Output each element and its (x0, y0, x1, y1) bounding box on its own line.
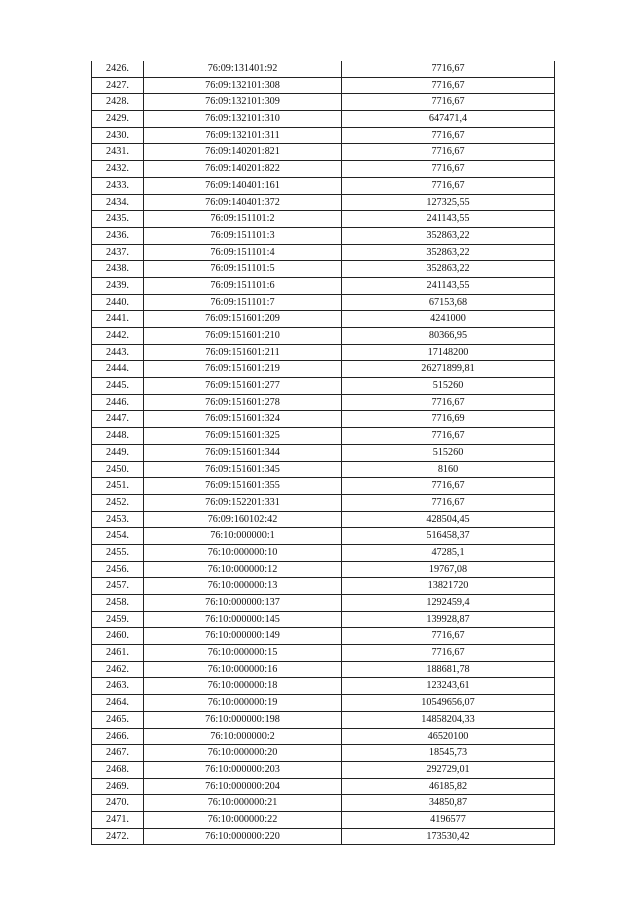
row-number-cell: 2443. (92, 344, 144, 361)
cadastral-number-cell: 76:09:151101:2 (144, 211, 342, 228)
row-number-cell: 2459. (92, 611, 144, 628)
cadastral-number-cell: 76:09:140201:821 (144, 144, 342, 161)
row-number-cell: 2440. (92, 294, 144, 311)
value-cell: 516458,37 (342, 528, 555, 545)
row-number-cell: 2450. (92, 461, 144, 478)
table-row (92, 795, 555, 812)
cadastral-number-cell: 76:09:151601:324 (144, 411, 342, 428)
row-number-cell: 2470. (92, 795, 144, 812)
value-cell: 292729,01 (342, 761, 555, 778)
cadastral-number-cell: 76:10:000000:204 (144, 778, 342, 795)
value-cell: 19767,08 (342, 561, 555, 578)
row-number-cell: 2435. (92, 211, 144, 228)
value-cell: 7716,67 (342, 77, 555, 94)
row-number-cell: 2426. (92, 61, 144, 77)
row-number-cell: 2455. (92, 544, 144, 561)
table-row (92, 544, 555, 561)
table-row (92, 628, 555, 645)
row-number-cell: 2442. (92, 328, 144, 345)
value-cell: 352863,22 (342, 261, 555, 278)
row-number-cell: 2469. (92, 778, 144, 795)
row-number-cell: 2452. (92, 494, 144, 511)
row-number-cell: 2457. (92, 578, 144, 595)
value-cell: 7716,67 (342, 144, 555, 161)
cadastral-number-cell: 76:09:132101:310 (144, 111, 342, 128)
value-cell: 7716,67 (342, 494, 555, 511)
value-cell: 46185,82 (342, 778, 555, 795)
value-cell: 7716,67 (342, 177, 555, 194)
cadastral-number-cell: 76:10:000000:22 (144, 811, 342, 828)
row-number-cell: 2468. (92, 761, 144, 778)
row-number-cell: 2451. (92, 478, 144, 495)
row-number-cell: 2463. (92, 678, 144, 695)
table-row (92, 494, 555, 511)
table-row (92, 645, 555, 662)
row-number-cell: 2438. (92, 261, 144, 278)
table-row (92, 161, 555, 178)
row-number-cell: 2436. (92, 227, 144, 244)
table-row (92, 695, 555, 712)
value-cell: 46520100 (342, 728, 555, 745)
row-number-cell: 2462. (92, 661, 144, 678)
row-number-cell: 2460. (92, 628, 144, 645)
cadastral-number-cell: 76:09:131401:92 (144, 61, 342, 77)
table-row (92, 661, 555, 678)
value-cell: 7716,67 (342, 428, 555, 445)
table-row (92, 478, 555, 495)
table-row (92, 244, 555, 261)
row-number-cell: 2465. (92, 711, 144, 728)
value-cell: 352863,22 (342, 227, 555, 244)
value-cell: 14858204,33 (342, 711, 555, 728)
registry-table-body (92, 61, 555, 845)
row-number-cell: 2446. (92, 394, 144, 411)
value-cell: 13821720 (342, 578, 555, 595)
cadastral-number-cell: 76:09:132101:311 (144, 127, 342, 144)
cadastral-number-cell: 76:10:000000:145 (144, 611, 342, 628)
value-cell: 67153,68 (342, 294, 555, 311)
row-number-cell: 2467. (92, 745, 144, 762)
cadastral-number-cell: 76:10:000000:19 (144, 695, 342, 712)
cadastral-number-cell: 76:09:151601:344 (144, 444, 342, 461)
row-number-cell: 2441. (92, 311, 144, 328)
value-cell: 47285,1 (342, 544, 555, 561)
table-row (92, 378, 555, 395)
value-cell: 1292459,4 (342, 595, 555, 612)
cadastral-number-cell: 76:10:000000:18 (144, 678, 342, 695)
row-number-cell: 2429. (92, 111, 144, 128)
cadastral-number-cell: 76:09:152201:331 (144, 494, 342, 511)
table-row (92, 411, 555, 428)
row-number-cell: 2437. (92, 244, 144, 261)
value-cell: 4196577 (342, 811, 555, 828)
cadastral-number-cell: 76:10:000000:203 (144, 761, 342, 778)
value-cell: 17148200 (342, 344, 555, 361)
value-cell: 7716,67 (342, 645, 555, 662)
cadastral-number-cell: 76:09:151101:5 (144, 261, 342, 278)
cadastral-number-cell: 76:09:151601:345 (144, 461, 342, 478)
row-number-cell: 2449. (92, 444, 144, 461)
row-number-cell: 2472. (92, 828, 144, 845)
value-cell: 7716,67 (342, 478, 555, 495)
registry-table (91, 61, 555, 845)
table-row (92, 294, 555, 311)
table-row (92, 711, 555, 728)
value-cell: 34850,87 (342, 795, 555, 812)
table-row (92, 778, 555, 795)
table-row (92, 211, 555, 228)
cadastral-number-cell: 76:10:000000:137 (144, 595, 342, 612)
table-row (92, 595, 555, 612)
value-cell: 428504,45 (342, 511, 555, 528)
row-number-cell: 2458. (92, 595, 144, 612)
value-cell: 127325,55 (342, 194, 555, 211)
value-cell: 7716,67 (342, 161, 555, 178)
cadastral-number-cell: 76:09:151601:355 (144, 478, 342, 495)
value-cell: 123243,61 (342, 678, 555, 695)
table-row (92, 761, 555, 778)
value-cell: 241143,55 (342, 211, 555, 228)
table-row (92, 728, 555, 745)
cadastral-number-cell: 76:10:000000:13 (144, 578, 342, 595)
table-row (92, 678, 555, 695)
table-row (92, 444, 555, 461)
row-number-cell: 2444. (92, 361, 144, 378)
row-number-cell: 2466. (92, 728, 144, 745)
table-row (92, 578, 555, 595)
value-cell: 26271899,81 (342, 361, 555, 378)
table-row (92, 144, 555, 161)
table-row (92, 277, 555, 294)
table-row (92, 328, 555, 345)
row-number-cell: 2427. (92, 77, 144, 94)
value-cell: 10549656,07 (342, 695, 555, 712)
value-cell: 7716,67 (342, 394, 555, 411)
value-cell: 241143,55 (342, 277, 555, 294)
table-row (92, 344, 555, 361)
table-row (92, 511, 555, 528)
cadastral-number-cell: 76:09:151601:219 (144, 361, 342, 378)
row-number-cell: 2428. (92, 94, 144, 111)
cadastral-number-cell: 76:10:000000:21 (144, 795, 342, 812)
value-cell: 8160 (342, 461, 555, 478)
value-cell: 80366,95 (342, 328, 555, 345)
table-row (92, 811, 555, 828)
row-number-cell: 2456. (92, 561, 144, 578)
table-row (92, 745, 555, 762)
table-row (92, 194, 555, 211)
table-row (92, 828, 555, 845)
value-cell: 173530,42 (342, 828, 555, 845)
value-cell: 515260 (342, 378, 555, 395)
table-row (92, 428, 555, 445)
row-number-cell: 2448. (92, 428, 144, 445)
cadastral-number-cell: 76:10:000000:16 (144, 661, 342, 678)
row-number-cell: 2453. (92, 511, 144, 528)
cadastral-number-cell: 76:09:151101:4 (144, 244, 342, 261)
value-cell: 18545,73 (342, 745, 555, 762)
table-row (92, 77, 555, 94)
row-number-cell: 2430. (92, 127, 144, 144)
value-cell: 188681,78 (342, 661, 555, 678)
table-row (92, 61, 555, 77)
table-row (92, 227, 555, 244)
value-cell: 7716,67 (342, 94, 555, 111)
table-row (92, 111, 555, 128)
table-row (92, 127, 555, 144)
value-cell: 7716,67 (342, 61, 555, 77)
cadastral-number-cell: 76:09:151601:325 (144, 428, 342, 445)
row-number-cell: 2431. (92, 144, 144, 161)
value-cell: 7716,67 (342, 127, 555, 144)
value-cell: 7716,69 (342, 411, 555, 428)
cadastral-number-cell: 76:09:132101:309 (144, 94, 342, 111)
row-number-cell: 2445. (92, 378, 144, 395)
value-cell: 7716,67 (342, 628, 555, 645)
table-row (92, 611, 555, 628)
table-row (92, 361, 555, 378)
cadastral-number-cell: 76:09:160102:42 (144, 511, 342, 528)
cadastral-number-cell: 76:09:140201:822 (144, 161, 342, 178)
cadastral-number-cell: 76:09:132101:308 (144, 77, 342, 94)
row-number-cell: 2447. (92, 411, 144, 428)
table-row (92, 94, 555, 111)
cadastral-number-cell: 76:09:140401:372 (144, 194, 342, 211)
cadastral-number-cell: 76:10:000000:1 (144, 528, 342, 545)
cadastral-number-cell: 76:10:000000:10 (144, 544, 342, 561)
value-cell: 352863,22 (342, 244, 555, 261)
cadastral-number-cell: 76:09:151601:211 (144, 344, 342, 361)
cadastral-number-cell: 76:09:151601:210 (144, 328, 342, 345)
cadastral-number-cell: 76:09:151601:209 (144, 311, 342, 328)
value-cell: 139928,87 (342, 611, 555, 628)
value-cell: 515260 (342, 444, 555, 461)
row-number-cell: 2439. (92, 277, 144, 294)
table-row (92, 461, 555, 478)
cadastral-number-cell: 76:09:140401:161 (144, 177, 342, 194)
cadastral-number-cell: 76:09:151601:278 (144, 394, 342, 411)
cadastral-number-cell: 76:10:000000:2 (144, 728, 342, 745)
cadastral-number-cell: 76:09:151101:7 (144, 294, 342, 311)
row-number-cell: 2434. (92, 194, 144, 211)
row-number-cell: 2432. (92, 161, 144, 178)
cadastral-number-cell: 76:10:000000:15 (144, 645, 342, 662)
cadastral-number-cell: 76:10:000000:220 (144, 828, 342, 845)
row-number-cell: 2464. (92, 695, 144, 712)
row-number-cell: 2471. (92, 811, 144, 828)
cadastral-number-cell: 76:10:000000:20 (144, 745, 342, 762)
cadastral-number-cell: 76:09:151601:277 (144, 378, 342, 395)
table-row (92, 561, 555, 578)
value-cell: 4241000 (342, 311, 555, 328)
row-number-cell: 2461. (92, 645, 144, 662)
cadastral-number-cell: 76:10:000000:12 (144, 561, 342, 578)
cadastral-number-cell: 76:10:000000:149 (144, 628, 342, 645)
table-row (92, 528, 555, 545)
table-row (92, 261, 555, 278)
cadastral-number-cell: 76:10:000000:198 (144, 711, 342, 728)
row-number-cell: 2454. (92, 528, 144, 545)
value-cell: 647471,4 (342, 111, 555, 128)
cadastral-number-cell: 76:09:151101:3 (144, 227, 342, 244)
table-row (92, 394, 555, 411)
row-number-cell: 2433. (92, 177, 144, 194)
table-row (92, 311, 555, 328)
cadastral-number-cell: 76:09:151101:6 (144, 277, 342, 294)
table-row (92, 177, 555, 194)
